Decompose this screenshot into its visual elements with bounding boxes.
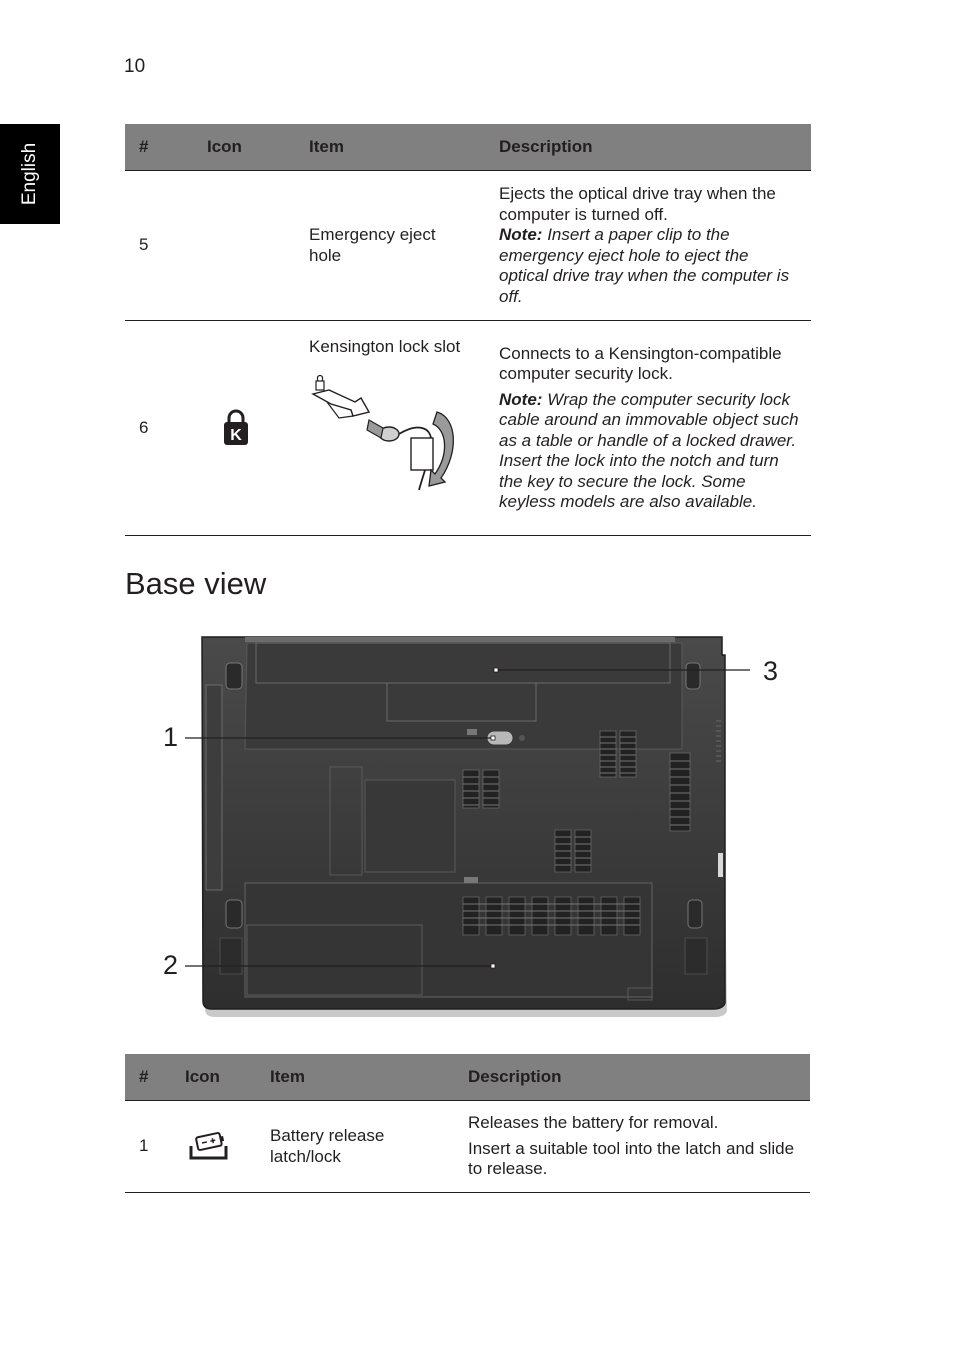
header-item: Item xyxy=(295,124,485,171)
row-icon-cell xyxy=(193,321,295,536)
header-description: Description xyxy=(454,1054,810,1101)
components-table-top xyxy=(125,124,811,536)
row-item-cell xyxy=(295,321,485,536)
row-icon-cell xyxy=(171,1101,256,1193)
callout-1: 1 xyxy=(163,722,179,752)
header-icon: Icon xyxy=(171,1054,256,1101)
header-description: Description xyxy=(485,124,811,171)
header-number: # xyxy=(125,1054,171,1101)
row-number: 6 xyxy=(139,417,149,437)
note-label: Note: xyxy=(499,225,543,244)
header-number: # xyxy=(125,124,193,171)
header-item: Item xyxy=(256,1054,454,1101)
description-text: Insert a suitable tool into the latch and slide to release. xyxy=(468,1138,795,1179)
row-number: 5 xyxy=(139,235,149,255)
row-description xyxy=(485,171,811,321)
note-label: Note: xyxy=(499,389,543,409)
row-description xyxy=(454,1101,810,1193)
battery-release-icon xyxy=(189,1132,229,1162)
kensington-lock-icon xyxy=(221,409,251,447)
description-text: Connects to a Kensington-compatible computer security lock. xyxy=(499,343,782,383)
description-note xyxy=(499,225,791,307)
row-icon-empty xyxy=(193,171,295,321)
table-row xyxy=(125,321,811,536)
row-description xyxy=(485,321,811,536)
note-text: Insert a paper clip to the emergency eject hole to eject the optical drive tray when the computer is off. xyxy=(499,225,790,306)
laptop-base-figure xyxy=(150,625,800,1025)
description-note xyxy=(499,390,801,513)
page-number: 10 xyxy=(124,56,146,77)
note-text: Wrap the computer security lock cable around an immovable object such as a table or handle of a locked drawer. Insert the lock into the notch and turn the key to secure the lock. Some keyless models are also available. xyxy=(499,389,799,511)
row-item: Kensington lock slot xyxy=(309,337,461,356)
language-tab xyxy=(0,124,60,224)
section-title: Base view xyxy=(125,566,267,601)
language-tab-label: English xyxy=(19,142,41,206)
callout-2: 2 xyxy=(163,950,179,980)
table-header-row xyxy=(125,124,811,171)
kensington-lock-illustration xyxy=(309,372,469,497)
components-table-bottom xyxy=(125,1054,810,1193)
row-item: Emergency eject hole xyxy=(309,225,436,265)
table-header-row xyxy=(125,1054,810,1101)
table-row xyxy=(125,171,811,321)
laptop-base-illustration xyxy=(150,625,800,1025)
description-text: Ejects the optical drive tray when the computer is turned off. xyxy=(499,184,776,224)
description-text: Releases the battery for removal. xyxy=(468,1113,719,1133)
header-icon: Icon xyxy=(193,124,295,171)
row-number: 1 xyxy=(139,1136,149,1156)
table-row xyxy=(125,1101,810,1193)
row-item: Battery release latch/lock xyxy=(270,1126,385,1166)
callout-3: 3 xyxy=(763,656,779,686)
kensington-icon-letter: K xyxy=(230,427,242,444)
